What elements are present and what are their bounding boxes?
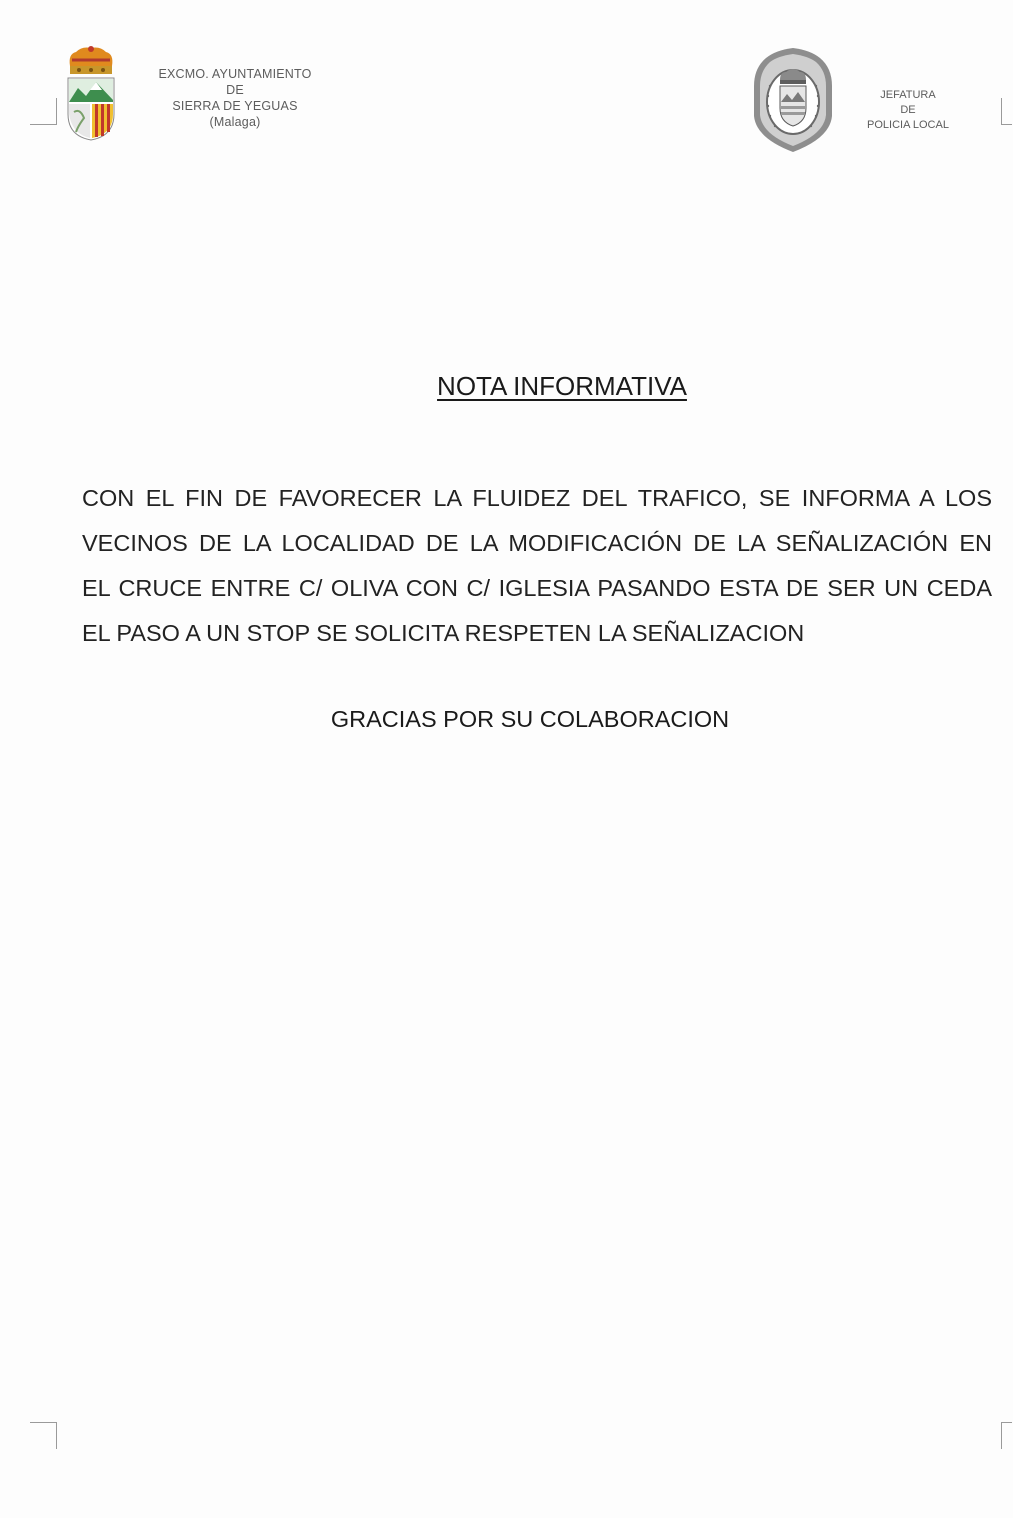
municipal-coat-of-arms-icon bbox=[64, 44, 118, 142]
police-line-1: JEFATURA bbox=[880, 89, 936, 101]
municipality-line-4: (Malaga) bbox=[209, 115, 261, 129]
notice-body-line-4: EL PASO A UN STOP SE SOLICITA RESPETEN LA SEÑALIZACION bbox=[82, 620, 805, 646]
document-title: NOTA INFORMATIVA bbox=[437, 371, 687, 401]
crop-mark-top-left bbox=[30, 98, 57, 125]
crop-mark-bottom-left bbox=[30, 1422, 57, 1449]
crop-mark-top-right bbox=[1001, 98, 1012, 125]
municipality-name bbox=[140, 66, 330, 130]
notice-body-line-3: EL CRUCE ENTRE C/ OLIVA CON C/ IGLESIA PASANDO ESTA DE SER UN CEDA bbox=[82, 575, 992, 601]
municipality-line-3: SIERRA DE YEGUAS bbox=[172, 99, 298, 113]
municipality-line-1: EXCMO. AYUNTAMIENTO bbox=[158, 67, 312, 81]
municipality-line-2: DE bbox=[226, 83, 244, 97]
crop-mark-bottom-right bbox=[1001, 1422, 1012, 1449]
police-badge-icon bbox=[750, 46, 836, 154]
closing-thanks: GRACIAS POR SU COLABORACION bbox=[330, 706, 730, 732]
police-line-3: POLICIA LOCAL bbox=[867, 119, 949, 131]
notice-body bbox=[82, 476, 992, 656]
notice-body-line-1: CON EL FIN DE FAVORECER LA FLUIDEZ DEL TRAFICO, SE INFORMA A LOS bbox=[82, 485, 992, 511]
police-department-name bbox=[858, 88, 958, 133]
police-line-2: DE bbox=[900, 104, 916, 116]
notice-body-line-2: VECINOS DE LA LOCALIDAD DE LA MODIFICACIÓN DE LA SEÑALIZACIÓN EN bbox=[82, 530, 992, 556]
